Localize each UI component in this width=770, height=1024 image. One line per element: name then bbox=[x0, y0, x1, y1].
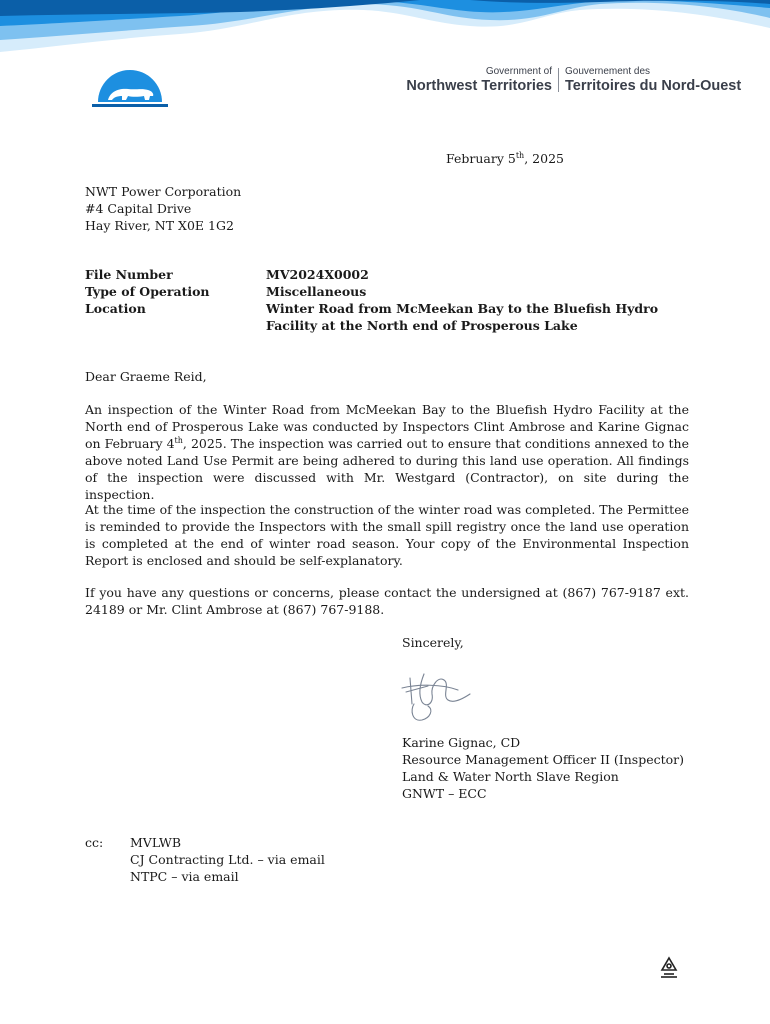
cc-label: cc: bbox=[85, 835, 104, 850]
gov-divider bbox=[558, 68, 559, 92]
polar-bear-logo bbox=[92, 62, 168, 112]
paragraph-contact: If you have any questions or concerns, please contact the undersigned at (867) 767-9187 ext. 24189 or Mr. Clint Ambrose at (867) 767-9188. bbox=[85, 585, 689, 617]
gov-fr-big: Territoires du Nord-Ouest bbox=[565, 78, 742, 94]
letter-date: February 5th, 2025 bbox=[446, 150, 564, 166]
location-value: Winter Road from McMeekan Bay to the Bluefish Hydro Facility at the North end of Prosperous Lake bbox=[266, 301, 659, 333]
gov-en-big: Northwest Territories bbox=[406, 78, 552, 94]
signer-line: Karine Gignac, CD bbox=[402, 735, 521, 750]
location-label: Location bbox=[85, 301, 146, 316]
address-line: Hay River, NT X0E 1G2 bbox=[85, 218, 234, 233]
header-banner bbox=[0, 0, 770, 70]
operation-type-value: Miscellaneous bbox=[266, 284, 367, 299]
recipient-address bbox=[85, 183, 241, 234]
signature bbox=[398, 664, 480, 726]
paragraph-construction: At the time of the inspection the construction of the winter road was completed. The Permittee is reminded to provide the Inspectors with the small spill registry once the land use operation is completed at the end of winter road season. Your copy of the Environmental Inspection Report is enclosed and should be self-explanatory. bbox=[85, 502, 689, 568]
closing: Sincerely, bbox=[402, 635, 464, 650]
paragraph-inspection: An inspection of the Winter Road from McMeekan Bay to the Bluefish Hydro Facility at the North end of Prosperous Lake was conducted by Inspectors Clint Ambrose and Karine Gignac on February 4th, 2025. The inspection was carried out to ensure that conditions annexed to the above noted Land Use Permit are being adhered to during this land use operation. All findings of the inspection were discussed with Mr. Westgard (Contractor), on site during the inspection. bbox=[85, 402, 689, 502]
cc-item: CJ Contracting Ltd. – via email bbox=[130, 852, 325, 867]
gov-fr-small: Gouvernement des bbox=[565, 66, 651, 77]
gov-name-french bbox=[565, 66, 755, 95]
address-line: #4 Capital Drive bbox=[85, 201, 192, 216]
signer-line: Resource Management Officer II (Inspector) bbox=[402, 752, 685, 767]
address-line: NWT Power Corporation bbox=[85, 184, 242, 199]
gov-name-english bbox=[396, 66, 552, 95]
signer-line: Land & Water North Slave Region bbox=[402, 769, 619, 784]
salutation: Dear Graeme Reid, bbox=[85, 369, 207, 384]
operation-type-label: Type of Operation bbox=[85, 284, 210, 299]
file-number-value: MV2024X0002 bbox=[266, 267, 369, 282]
signer-line: GNWT – ECC bbox=[402, 786, 487, 801]
gov-en-small: Government of bbox=[485, 66, 552, 77]
cc-item: MVLWB bbox=[130, 835, 182, 850]
cc-list bbox=[130, 834, 325, 885]
signer-block bbox=[402, 734, 684, 802]
recycle-icon bbox=[656, 955, 682, 981]
file-number-label: File Number bbox=[85, 267, 173, 282]
cc-item: NTPC – via email bbox=[130, 869, 239, 884]
